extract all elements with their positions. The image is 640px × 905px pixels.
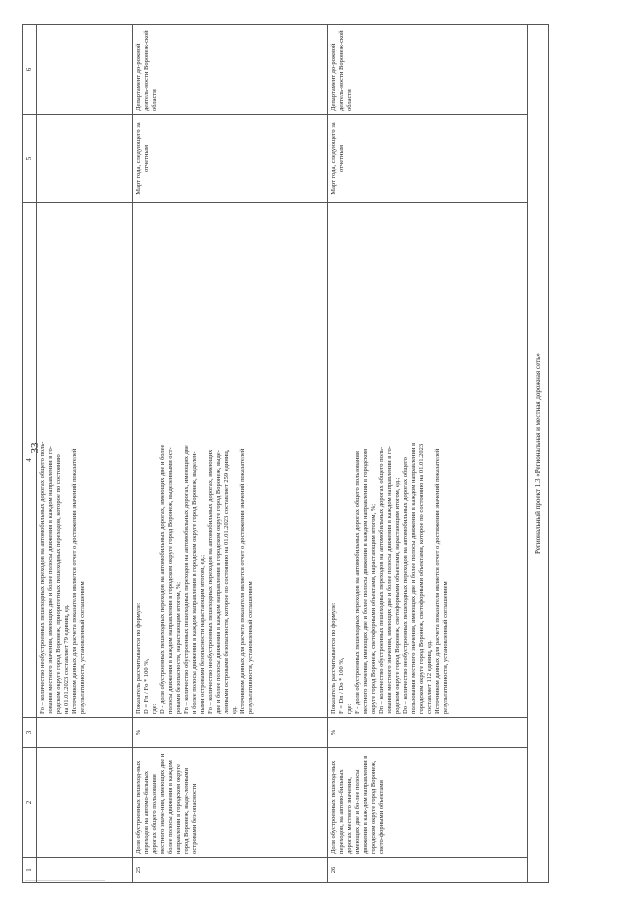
desc-line: зования местного значения, имеющих две и более полосы движения в каждом направлении в го- [386, 446, 394, 714]
desc-line: Источником данных для расчета показателя является отчет о достижении значений показателей [239, 448, 247, 714]
desc-line: результативности, установленный соглашением [442, 581, 450, 714]
rotated-table-wrapper [22, 25, 549, 883]
desc-line: где: [150, 703, 158, 714]
reporting-date: Март года, следующего за отчетным [132, 115, 327, 203]
indicator-name [37, 748, 132, 858]
header-cell: 1 [23, 858, 37, 883]
indicator-name: Доля обустроенных пешеход-ных переходов на автомо-бильных дорогах общего пользования местного значе-ния, имеющих две и более полосы движения в каждом направлении в городском округе город Воронеж, выде-ленными островами без-опасности [132, 748, 327, 858]
desc-line: городском округе город Воронеж, светофорными объектами, которое по состоянию на 01.01.2023 [418, 443, 426, 714]
header-cell: 2 [23, 748, 37, 858]
desc-line: Источником данных для расчета показателя является отчет о достижении значений показателей [434, 448, 442, 714]
desc-line: D = Fn / Fo * 100 %, [142, 658, 150, 714]
indicators-table [22, 24, 549, 883]
section-row [528, 25, 549, 883]
page-number: 33 [29, 442, 41, 454]
desc-line: ровами безопасности, нарастающим итогом, %; [174, 581, 182, 714]
desc-line: Fn – количество обустроенных пешеходных переходов на автомобильных дорогах, имеющих две [182, 445, 190, 714]
desc-line: результативности, установленный соглашением [247, 581, 255, 714]
desc-line: родском округе город Воронеж, приоритетных пешеходных переходов, которое по состоянию [55, 454, 63, 714]
table-row [327, 25, 528, 883]
unit: % [327, 718, 528, 748]
desc-line: ными островами безопасности нарастающим итогом, ед.; [198, 554, 206, 714]
table-row [37, 25, 132, 883]
row-number: 26 [327, 858, 528, 883]
desc-line: Показатель рассчитывается по формуле: [329, 602, 337, 714]
desc-line: полосы движения в каждом направлении в городском округе город Воронеж, выделенными ост- [166, 447, 174, 714]
header-cell: 6 [23, 25, 37, 115]
table-row [132, 25, 327, 883]
desc-line: Dn – количество обустроенных пешеходных переходов на автомобильных дорогах общего поль- [378, 446, 386, 714]
desc-line: ед. [231, 706, 239, 714]
responsible-body: Департамент до-рожной деятель-ности Воронеж-ской области [132, 25, 327, 115]
desc-line: где: [345, 703, 353, 714]
header-cell: 4 [23, 203, 37, 718]
desc-line: округе город Воронеж, светофорными объектами, нарастающим итогом, %; [369, 503, 377, 714]
desc-line: две и более полосы движения в каждом направлении в городском округе город Воронеж, выде- [215, 450, 222, 714]
desc-line: Источником данных для расчета показателя является отчет о достижении значений показателей [71, 448, 79, 714]
header-cell: 3 [23, 718, 37, 748]
reporting-date: Март года, следующего за отчетным [327, 115, 528, 203]
desc-line: и более полосы движения в каждом направлении в городском округе город Воронеж, выделен- [190, 451, 198, 714]
desc-line: пользования местного значения, имеющих две и более полосы движения в каждом направлении в [410, 442, 418, 714]
header-row [23, 25, 37, 883]
desc-line: D - доля обустроенных пешеходных переходов на автомобильных дорогах, имеющих две и более [158, 444, 166, 714]
desc-line: Do – количество необустроенных пешеходных переходов на автомобильных дорогах общего [402, 457, 410, 714]
unit: % [132, 718, 327, 748]
desc-line: F - доля обустроенных пешеходных переходов на автомобильных дорогах общего пользования [353, 451, 361, 714]
desc-line: Fo – количество необустроенных пешеходных переходов на автомобильных дорогах, имеющих [206, 449, 214, 714]
method-description [132, 203, 327, 718]
desc-line: Показатель рассчитывается по формуле: [134, 602, 142, 714]
header-cell: 5 [23, 115, 37, 203]
desc-line: на 01.01.2023 составляет 79 единиц, ед. [63, 604, 71, 714]
desc-line: составляет 112 единиц, ед. [426, 640, 434, 714]
row-number: 25 [132, 858, 327, 883]
desc-line: родском округе город Воронеж, светофорными объектами, нарастающим итогом, ед.; [394, 477, 402, 714]
desc-line: Fo – количество необустроенных пешеходных переходов на автомобильных дорогах общего поль- [39, 441, 47, 714]
responsible-body [37, 25, 132, 115]
desc-line: местного значения, имеющих две и более полосы движения в каждом направлении в городском [361, 448, 369, 714]
section-title: Региональный проект 1.3 «Региональная и местная дорожная сеть» [528, 25, 549, 883]
desc-line: зования местного значения, имеющих две и более полосы движения в каждом направлении в го- [47, 446, 55, 714]
row-number [37, 858, 132, 883]
desc-line: ленными островами безопасности, которое по состоянию на 01.01.2023 составляет 259 единиц, [223, 449, 231, 714]
unit [37, 718, 132, 748]
reporting-date [37, 115, 132, 203]
responsible-body: Департамент до-рожной деятель-ности Воронеж-ской области [327, 25, 528, 115]
method-description [327, 203, 528, 718]
desc-line: F = Dn / Do * 100 %, [337, 657, 345, 714]
method-description [37, 203, 132, 718]
indicator-name: Доля обустроенных пешеход-ных переходов, на автомо-бильных дорогах местного значения, имеющих две и бо-лее полосы движения в каж-дом направлении в городском округе город Воронеж, свето-форными объектами [327, 748, 528, 858]
desc-line: результативности, установленный соглашением [79, 581, 87, 714]
